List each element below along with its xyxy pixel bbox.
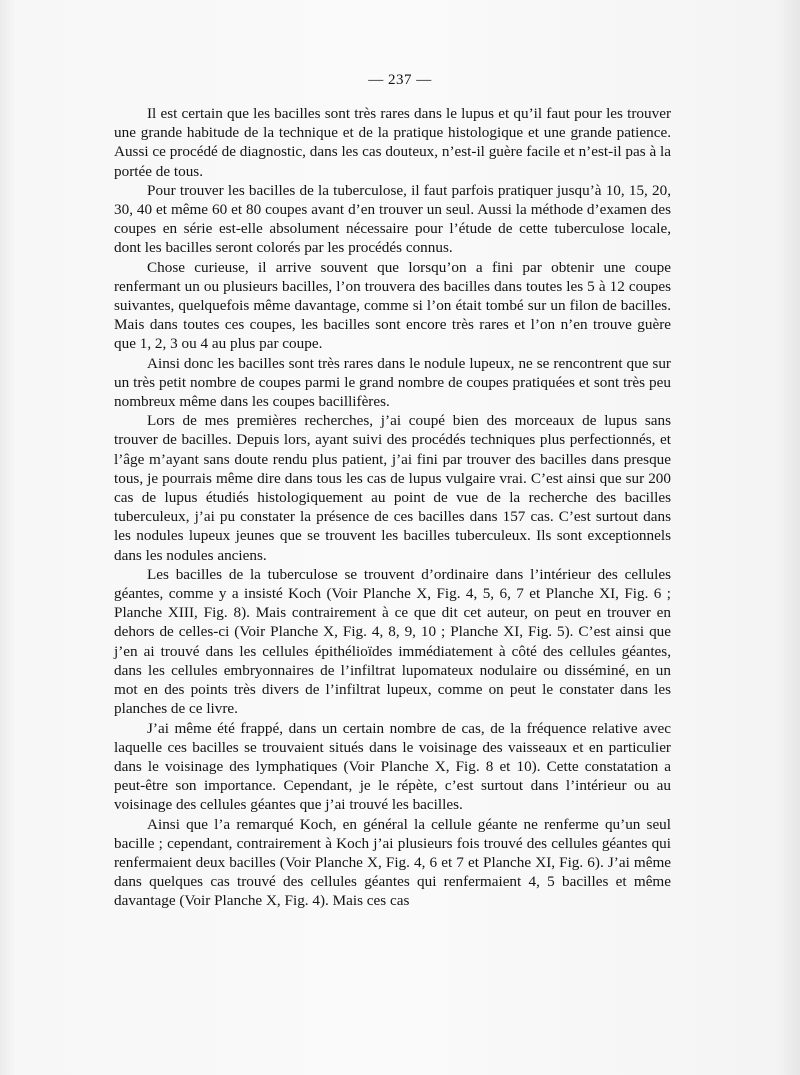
body-text xyxy=(114,104,671,911)
paragraph-2: Pour trouver les bacilles de la tuberculose, il faut parfois pratiquer jusqu’à 10, 15, 20, 30, 40 et même 60 et 80 coupes avant d’en trouver un seul. Aussi la méthode d’examen des coupes en série est-elle absolument nécessaire pour l’étude de cette tuberculose locale, dont les bacilles seront colorés par les procédés connus. xyxy=(114,181,671,257)
page-number: — 237 — xyxy=(368,72,432,88)
paragraph-8: Ainsi que l’a remarqué Koch, en général la cellule géante ne renferme qu’un seul bacille ; cependant, contrairement à Koch j’ai plusieurs fois trouvé des cellules géantes qui renfermaient deux bacilles (Voir Planche X, Fig. 4, 6 et 7 et Planche XI, Fig. 6). J’ai même dans quelques cas trouvé des cellules géantes qui renfermaient 4, 5 bacilles et même davantage (Voir Planche X, Fig. 4). Mais ces cas xyxy=(114,815,671,910)
paragraph-1: Il est certain que les bacilles sont très rares dans le lupus et qu’il faut pour les trouver une grande habitude de la technique et de la pratique histologique et une grande patience. Aussi ce procédé de diagnostic, dans les cas douteux, n’est-il guère facile et n’est-il pas à la portée de tous. xyxy=(114,105,671,180)
paragraph-6: Les bacilles de la tuberculose se trouvent d’ordinaire dans l’intérieur des cellules géantes, comme y a insisté Koch (Voir Planche X, Fig. 4, 5, 6, 7 et Planche XI, Fig. 6 ; Planche XIII, Fig. 8). Mais contrairement à ce que dit cet auteur, on peut en trouver en dehors de celles-ci (Voir Planche X, Fig. 4, 8, 9, 10 ; Planche XI, Fig. 5). C’est ainsi que j’en ai trouvé dans les cellules épithélioïdes immédiatement à côté des cellules géantes, dans les cellules embryonnaires de l’infiltrat lupomateux nodulaire ou disséminé, en un mot en des points très divers de l’infiltrat lupeux, comme on peut le constater dans les planches de ce livre. xyxy=(114,565,671,718)
paragraph-4: Ainsi donc les bacilles sont très rares dans le nodule lupeux, ne se rencontrent que sur un très petit nombre de coupes parmi le grand nombre de coupes pratiquées et sont très peu nombreux même dans les coupes bacillifères. xyxy=(114,354,671,411)
paragraph-7: J’ai même été frappé, dans un certain nombre de cas, de la fréquence relative avec laquelle ces bacilles se trouvaient situés dans le voisinage des vaisseaux et en particulier dans le voisinage des lymphatiques (Voir Planche X, Fig. 8 et 10). Cette constatation a peut-être son importance. Cependant, je le répète, c’est surtout dans l’intérieur ou au voisinage des cellules géantes que j’ai trouvé les bacilles. xyxy=(114,719,671,814)
paragraph-5: Lors de mes premières recherches, j’ai coupé bien des morceaux de lupus sans trouver de bacilles. Depuis lors, ayant suivi des procédés techniques plus perfectionnés, et l’âge m’ayant sans doute rendu plus patient, j’ai fini par trouver des bacilles dans presque tous, je pourrais même dire dans tous les cas de lupus vulgaire vrai. C’est ainsi que sur 200 cas de lupus étudiés histologiquement au point de vue de la recherche des bacilles tuberculeux, j’ai pu constater la présence de ces bacilles dans 157 cas. C’est surtout dans les nodules lupeux jeunes que se trouvent les bacilles tuberculeux. Ils sont exceptionnels dans les nodules anciens. xyxy=(114,412,671,564)
paragraph-3: Chose curieuse, il arrive souvent que lorsqu’on a fini par obtenir une coupe renfermant un ou plusieurs bacilles, l’on trouvera des bacilles dans toutes les 5 à 12 coupes suivantes, quelquefois même davantage, comme si l’on était tombé sur un filon de bacilles. Mais dans toutes ces coupes, les bacilles sont encore très rares et l’on n’en trouve guère que 1, 2, 3 ou 4 au plus par coupe. xyxy=(114,258,671,353)
